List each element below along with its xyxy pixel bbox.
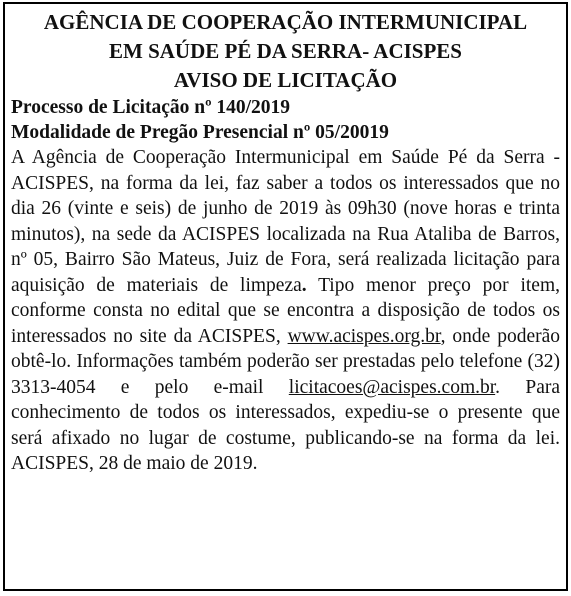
notice-body xyxy=(11,145,560,477)
body-part3: , onde poderão obtê-lo. Informações também poderão ser prestadas pelo telefone (32) 3313-4054 e pelo e-mail xyxy=(11,325,560,398)
body-part1: A Agência de Cooperação Intermunicipal em Saúde Pé da Serra - ACISPES, na forma da lei, faz saber a todos os interessados que no dia 26 (vinte e seis) de junho de 2019 às 09h30 (nove horas e trinta minutos), na sede da ACISPES localizada na Rua Ataliba de Barros, nº 05, Bairro São Mateus, Juiz de Fora, será realizada licitação para aquisição de materiais de limpeza xyxy=(11,147,560,296)
website-link[interactable]: www.acispes.org.br xyxy=(287,325,441,347)
notice-title: AVISO DE LICITAÇÃO xyxy=(173,68,398,92)
agency-name-line1: AGÊNCIA DE COOPERAÇÃO INTERMUNICIPAL xyxy=(43,10,528,34)
process-number: Processo de Licitação nº 140/2019 xyxy=(11,97,291,118)
agency-name-line2: EM SAÚDE PÉ DA SERRA- ACISPES xyxy=(109,39,462,63)
modality: Modalidade de Pregão Presencial nº 05/20019 xyxy=(11,122,389,143)
body-bold-dot: . xyxy=(301,274,307,296)
email-link[interactable]: licitacoes@acispes.com.br xyxy=(288,376,496,398)
body-part2: Tipo menor preço por item, conforme consta no edital que se encontra a disposição de todos os interessados no site da ACISPES, xyxy=(11,274,560,347)
licitation-notice xyxy=(3,2,568,591)
body-part4: . Para conhecimento de todos os interessados, expediu-se o presente que será afixado no lugar de costume, publicando-se na forma da lei. ACISPES, 28 de maio de 2019. xyxy=(11,376,561,474)
